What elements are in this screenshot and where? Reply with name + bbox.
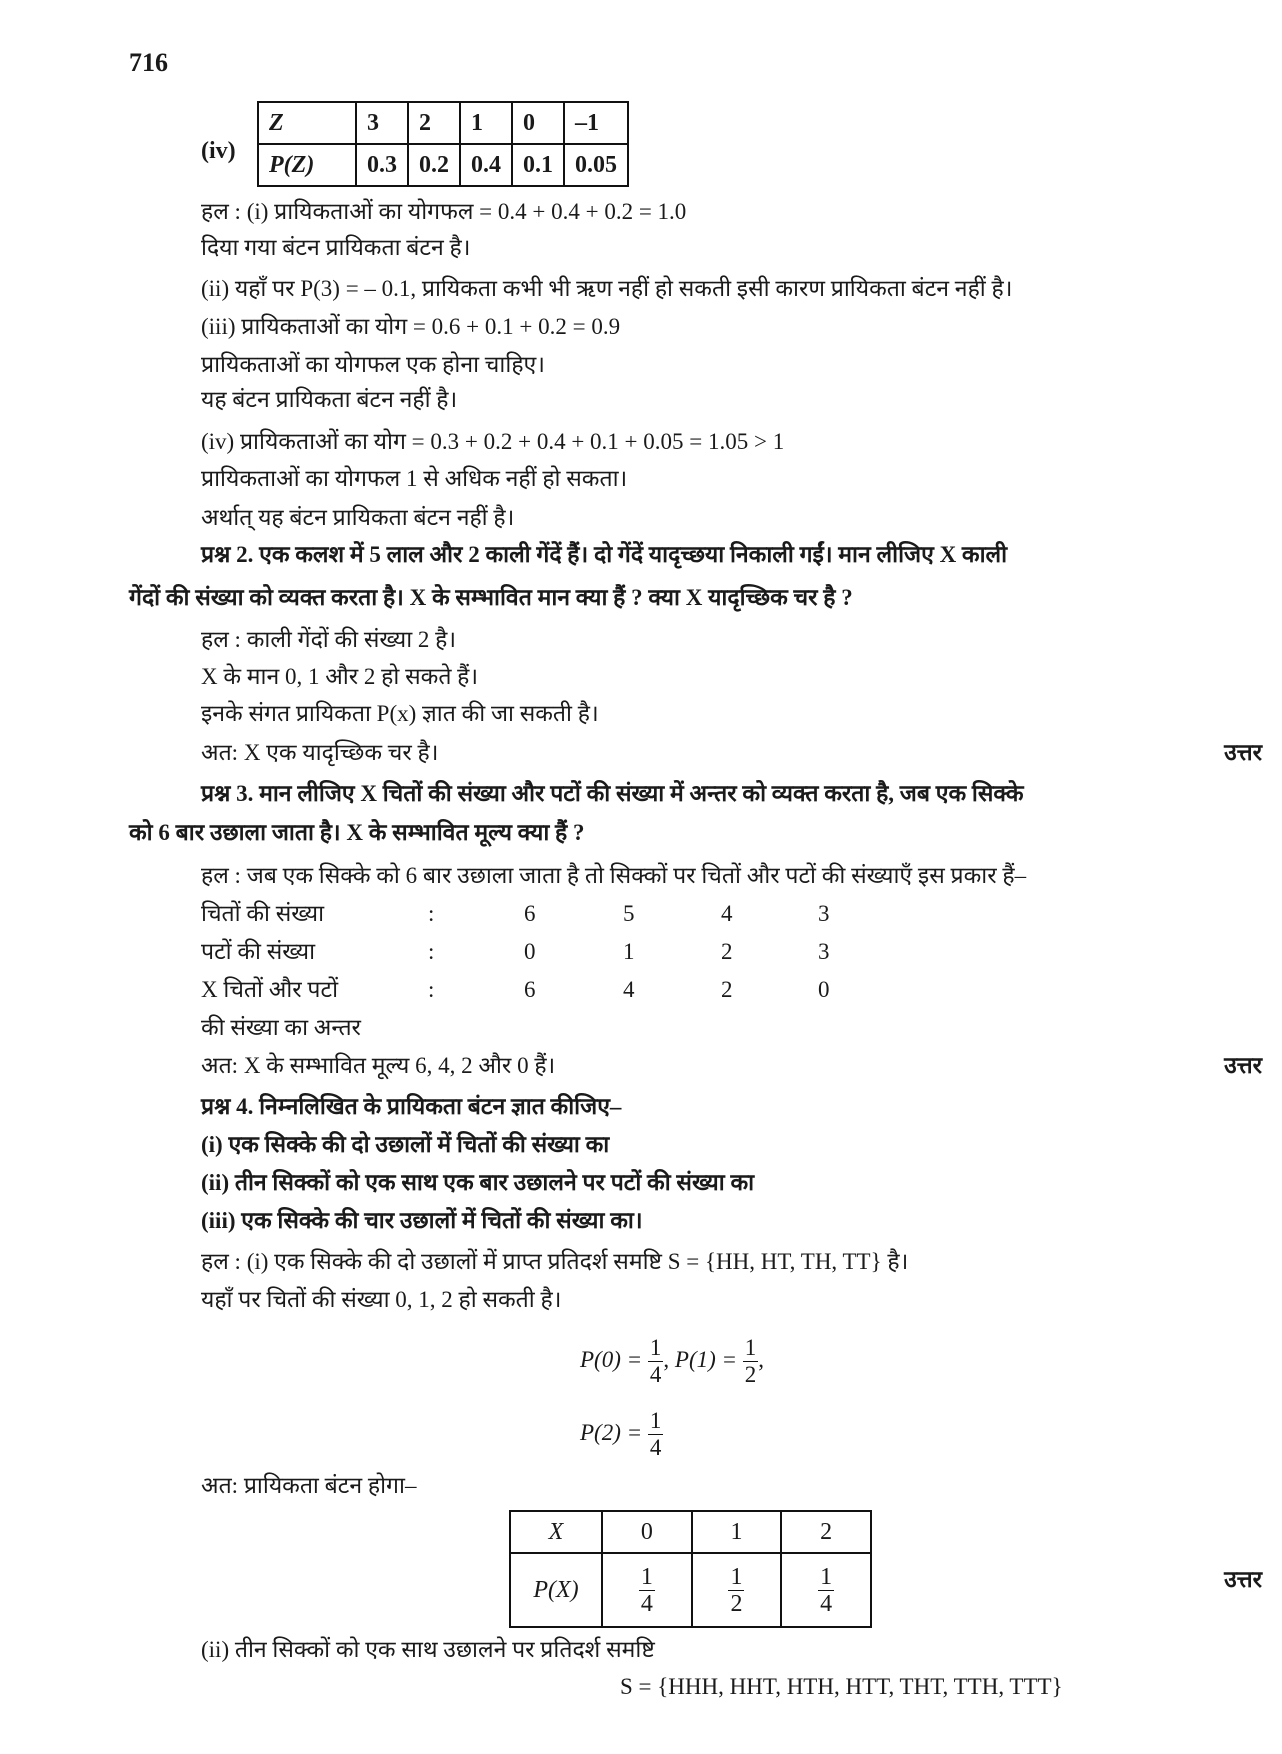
numerator: 1 [649, 1335, 662, 1361]
sample-space: S = {HHH, HHT, HTH, HTT, THT, TTH, TTT} [620, 1674, 1063, 1699]
table-cell [602, 1553, 692, 1627]
table-cell: 0.4 [460, 144, 512, 186]
fraction [648, 1335, 664, 1388]
question-4-part: (ii) तीन सिक्कों को एक साथ एक बार उछालने पर पटों की संख्या का [201, 1170, 755, 1195]
fraction [648, 1408, 664, 1461]
p2-label: P(2) = [580, 1420, 643, 1445]
question-3-line1: प्रश्न 3. मान लीजिए X चितों की संख्या और पटों की संख्या में अन्तर को व्यक्त करता है, जब एक सिक्के [201, 781, 1024, 806]
denominator: 4 [649, 1435, 662, 1461]
solution-line: अर्थात् यह बंटन प्रायिकता बंटन नहीं है। [201, 505, 515, 530]
denominator: 4 [649, 1362, 662, 1388]
value: 6 [524, 977, 536, 1002]
row-label-continued: की संख्या का अन्तर [201, 1015, 361, 1040]
question-4-part: (iii) एक सिक्के की चार उछालों में चितों की संख्या का। [201, 1208, 643, 1233]
page-number: 716 [129, 48, 168, 77]
solution-line: अत: प्रायिकता बंटन होगा– [201, 1473, 417, 1498]
table-cell: 0 [602, 1511, 692, 1553]
solution-line: दिया गया बंटन प्रायिकता बंटन है। [201, 235, 471, 260]
solution-line: (ii) यहाँ पर P(3) = – 0.1, प्रायिकता कभी भी ऋण नहीं हो सकती इसी कारण प्रायिकता बंटन नहीं है। [201, 276, 1013, 301]
solution-line: यह बंटन प्रायिकता बंटन नहीं है। [201, 387, 458, 412]
row-label: चितों की संख्या [201, 901, 325, 926]
table-iv-label: (iv) [201, 138, 236, 164]
table-cell [692, 1553, 782, 1627]
table-cell: 0 [512, 102, 564, 144]
value: 2 [721, 977, 733, 1002]
table-cell: 0.2 [408, 144, 460, 186]
table-cell [781, 1553, 871, 1627]
table-cell: 1 [692, 1511, 782, 1553]
table-cell: 2 [781, 1511, 871, 1553]
table-cell: Z [258, 102, 356, 144]
probability-p2 [580, 1403, 663, 1463]
question-4-title: प्रश्न 4. निम्नलिखित के प्रायिकता बंटन ज्ञात कीजिए– [201, 1094, 622, 1119]
table-cell: 0.05 [564, 144, 628, 186]
value: 3 [818, 939, 830, 964]
probability-p0-p1: P(0) = $\frac{1}{4}$ , P(1) = $\frac{1}{2}$ , [580, 1335, 765, 1388]
table-cell: 0.3 [356, 144, 408, 186]
answer-label: उत्तर [1224, 1567, 1262, 1592]
value: 2 [721, 939, 733, 964]
row-label: पटों की संख्या [201, 939, 316, 964]
solution-line: (iii) प्रायिकताओं का योग = 0.6 + 0.1 + 0.2 = 0.9 [201, 314, 621, 339]
colon: : [428, 939, 435, 964]
value: 1 [623, 939, 635, 964]
denominator: 4 [820, 1590, 833, 1617]
solution-line: (ii) तीन सिक्कों को एक साथ उछालने पर प्रतिदर्श समष्टि [201, 1637, 655, 1662]
numerator: 1 [640, 1563, 653, 1590]
solution-line: प्रायिकताओं का योगफल एक होना चाहिए। [201, 352, 545, 377]
question-3-line2: को 6 बार उछाला जाता है। X के सम्भावित मूल्य क्या हैं ? [129, 820, 585, 845]
denominator: 2 [730, 1590, 743, 1617]
table-cell: –1 [564, 102, 628, 144]
table-cell: P(X) [510, 1553, 602, 1627]
question-2-line2: गेंदों की संख्या को व्यक्त करता है। X के सम्भावित मान क्या हैं ? क्या X यादृच्छिक चर है ? [129, 585, 853, 610]
answer-label: उत्तर [1224, 740, 1262, 765]
numerator: 1 [820, 1563, 833, 1590]
fraction [743, 1335, 759, 1388]
solution-line: प्रायिकताओं का योगफल 1 से अधिक नहीं हो सकता। [201, 466, 628, 491]
table-cell: 3 [356, 102, 408, 144]
table-cell: 2 [408, 102, 460, 144]
table-iv [257, 101, 629, 187]
question-4-part: (i) एक सिक्के की दो उछालों में चितों की संख्या का [201, 1132, 610, 1157]
solution-line: इनके संगत प्रायिकता P(x) ज्ञात की जा सकती है। [201, 701, 599, 726]
answer-label: उत्तर [1224, 1053, 1262, 1078]
value: 0 [524, 939, 536, 964]
table-cell: 1 [460, 102, 512, 144]
solution-line: यहाँ पर चितों की संख्या 0, 1, 2 हो सकती है। [201, 1287, 562, 1312]
solution-line: हल : जब एक सिक्के को 6 बार उछाला जाता है तो सिक्कों पर चितों और पटों की संख्याएँ इस प्रकार हैं– [201, 863, 1027, 888]
solution-line: हल : काली गेंदों की संख्या 2 है। [201, 627, 457, 652]
value: 0 [818, 977, 830, 1002]
colon: : [428, 901, 435, 926]
solution-line: हल : (i) प्रायिकताओं का योगफल = 0.4 + 0.4 + 0.2 = 1.0 [201, 199, 687, 224]
p1-label: P(1) = [674, 1347, 738, 1372]
solution-line: हल : (i) एक सिक्के की दो उछालों में प्राप्त प्रतिदर्श समष्टि S = {HH, HT, TH, TT} है। [201, 1249, 909, 1274]
row-label: X चितों और पटों [201, 977, 339, 1002]
denominator: 4 [640, 1590, 653, 1617]
table-cell: X [510, 1511, 602, 1553]
denominator: 2 [744, 1362, 757, 1388]
solution-line: X के मान 0, 1 और 2 हो सकते हैं। [201, 664, 479, 689]
solution-line: अत: X एक यादृच्छिक चर है। [201, 740, 439, 765]
value: 4 [623, 977, 635, 1002]
value: 4 [721, 901, 733, 926]
numerator: 1 [744, 1335, 757, 1361]
distribution-table [509, 1510, 872, 1628]
colon: : [428, 977, 435, 1002]
numerator: 1 [649, 1408, 662, 1434]
value: 3 [818, 901, 830, 926]
solution-line: अत: X के सम्भावित मूल्य 6, 4, 2 और 0 हैं। [201, 1053, 556, 1078]
table-cell: P(Z) [258, 144, 356, 186]
value: 6 [524, 901, 536, 926]
numerator: 1 [730, 1563, 743, 1590]
solution-line: (iv) प्रायिकताओं का योग = 0.3 + 0.2 + 0.4 + 0.1 + 0.05 = 1.05 > 1 [201, 429, 785, 454]
value: 5 [623, 901, 635, 926]
table-cell: 0.1 [512, 144, 564, 186]
question-2-line1: प्रश्न 2. एक कलश में 5 लाल और 2 काली गेंदें हैं। दो गेंदें यादृच्छया निकाली गईं। मान लीजिए X काली [201, 542, 1008, 567]
p0-label: P(0) = [580, 1347, 643, 1372]
